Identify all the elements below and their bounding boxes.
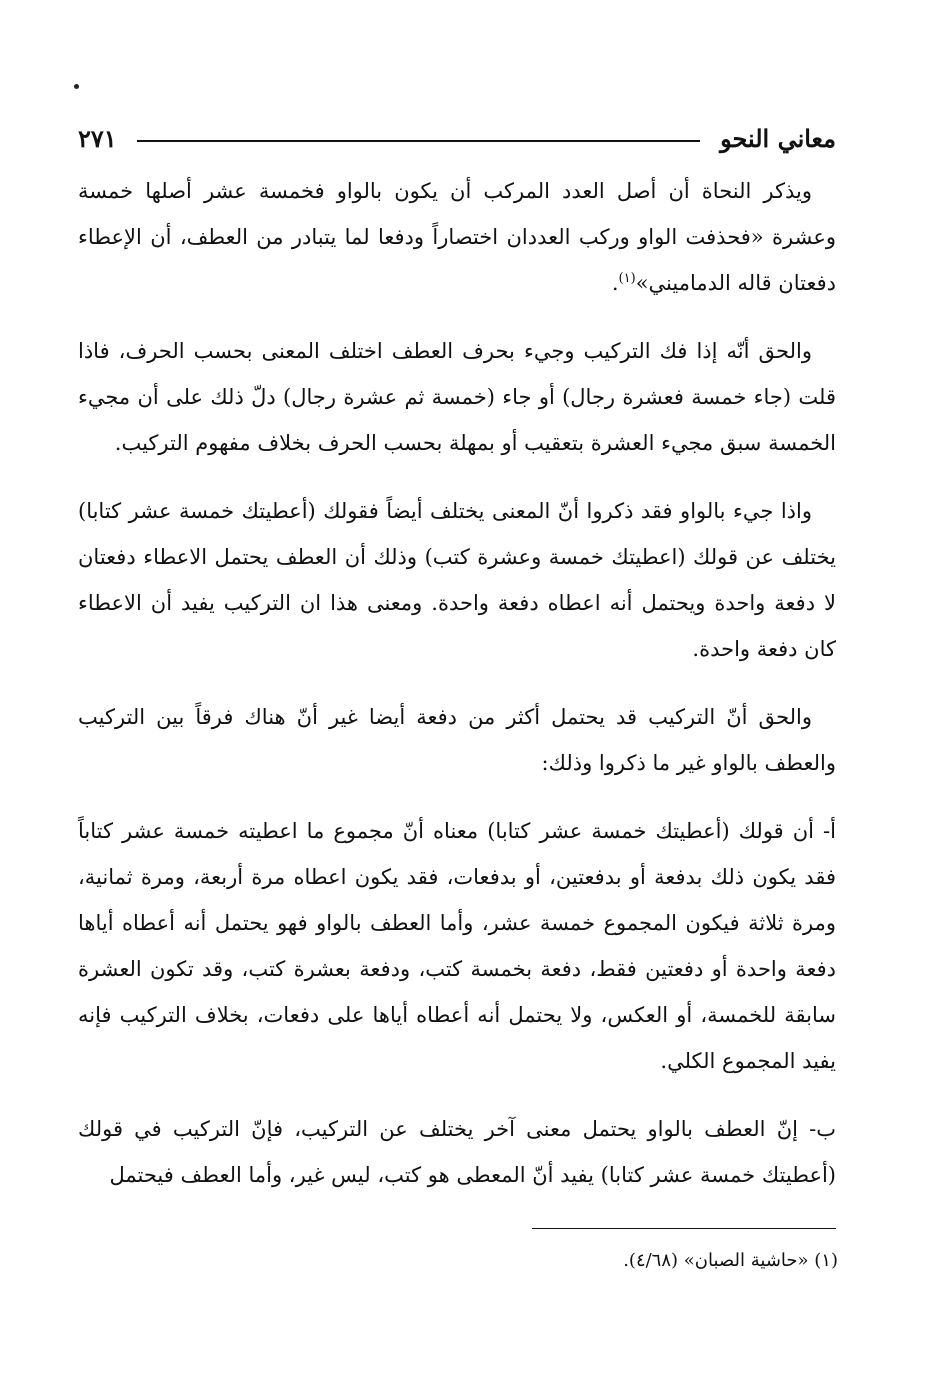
- paragraph-3: واذا جيء بالواو فقد ذكروا أنّ المعنى يختلف أيضاً فقولك (أعطيتك خمسة عشر كتابا) يختلف عن قولك (اعطيتك خمسة وعشرة كتب) وذلك أن العطف يحتمل الاعطاء دفعتان لا دفعة واحدة ويحتمل أنه اعطاه دفعة واحدة. ومعنى هذا ان التركيب يفيد أن الاعطاء كان دفعة واحدة.: [78, 499, 836, 661]
- paragraph-1-text: ويذكر النحاة أن أصل العدد المركب أن يكون بالواو فخمسة عشر أصلها خمسة وعشرة «فحذفت الواو وركب العددان اختصاراً ودفعا لما يتبادر من العطف، أن الإعطاء دفعتان قاله الدماميني»: [78, 179, 836, 295]
- page-number: ٢٧١: [78, 123, 117, 153]
- footnote: [78, 1246, 838, 1276]
- running-title: معاني النحو: [720, 123, 836, 153]
- footnote-rule: [532, 1228, 836, 1229]
- page-header: [78, 118, 836, 158]
- footnote-reference: (١): [618, 271, 636, 286]
- paragraph-4: والحق أنّ التركيب قد يحتمل أكثر من دفعة أيضا غير أنّ هناك فرقاً بين التركيب والعطف بالواو غير ما ذكروا وذلك:: [78, 705, 836, 775]
- paragraph-1: ويذكر النحاة أن أصل العدد المركب أن يكون بالواو فخمسة عشر أصلها خمسة وعشرة «فحذفت الواو وركب العددان اختصاراً ودفعا لما يتبادر من العطف، أن الإعطاء دفعتان قاله الدماميني»$^{(١)}$.: [78, 179, 836, 295]
- header-rule: [137, 140, 700, 142]
- paragraph-2: والحق أنّه إذا فك التركيب وجيء بحرف العطف اختلف المعنى بحسب الحرف، فاذا قلت (جاء خمسة فعشرة رجال) أو جاء (خمسة ثم عشرة رجال) دلّ ذلك على أن مجيء الخمسة سبق مجيء العشرة بتعقيب أو بمهلة بحسب الحرف بخلاف مفهوم التركيب.: [78, 339, 836, 455]
- paragraph-6: ب- إنّ العطف بالواو يحتمل معنى آخر يختلف عن التركيب، فإنّ التركيب في قولك (أعطيتك خمسة عشر كتابا) يفيد أنّ المعطى هو كتب، ليس غير، وأما العطف فيحتمل: [78, 1117, 836, 1187]
- footnote-text: «حاشية الصبان» (٤/٦٨).: [623, 1250, 809, 1271]
- stray-dot: [74, 84, 79, 89]
- page-body: [78, 168, 836, 1220]
- paragraph-5: أ- أن قولك (أعطيتك خمسة عشر كتابا) معناه أنّ مجموع ما اعطيته خمسة عشر كتاباً فقد يكون ذلك بدفعة أو بدفعتين، أو بدفعات، فقد يكون اعطاه مرة أربعة، ومرة ثمانية، ومرة ثلاثة فيكون المجموع خمسة عشر، وأما العطف بالواو فهو يحتمل أنه أعطاه أياها دفعة واحدة أو دفعتين فقط، دفعة بخمسة كتب، ودفعة بعشرة كتب، وقد تكون العشرة سابقة للخمسة، أو العكس، ولا يحتمل أنه أعطاه أياها على دفعات، بخلاف التركيب فإنه يفيد المجموع الكلي.: [78, 819, 836, 1073]
- footnote-marker: (١): [814, 1250, 838, 1271]
